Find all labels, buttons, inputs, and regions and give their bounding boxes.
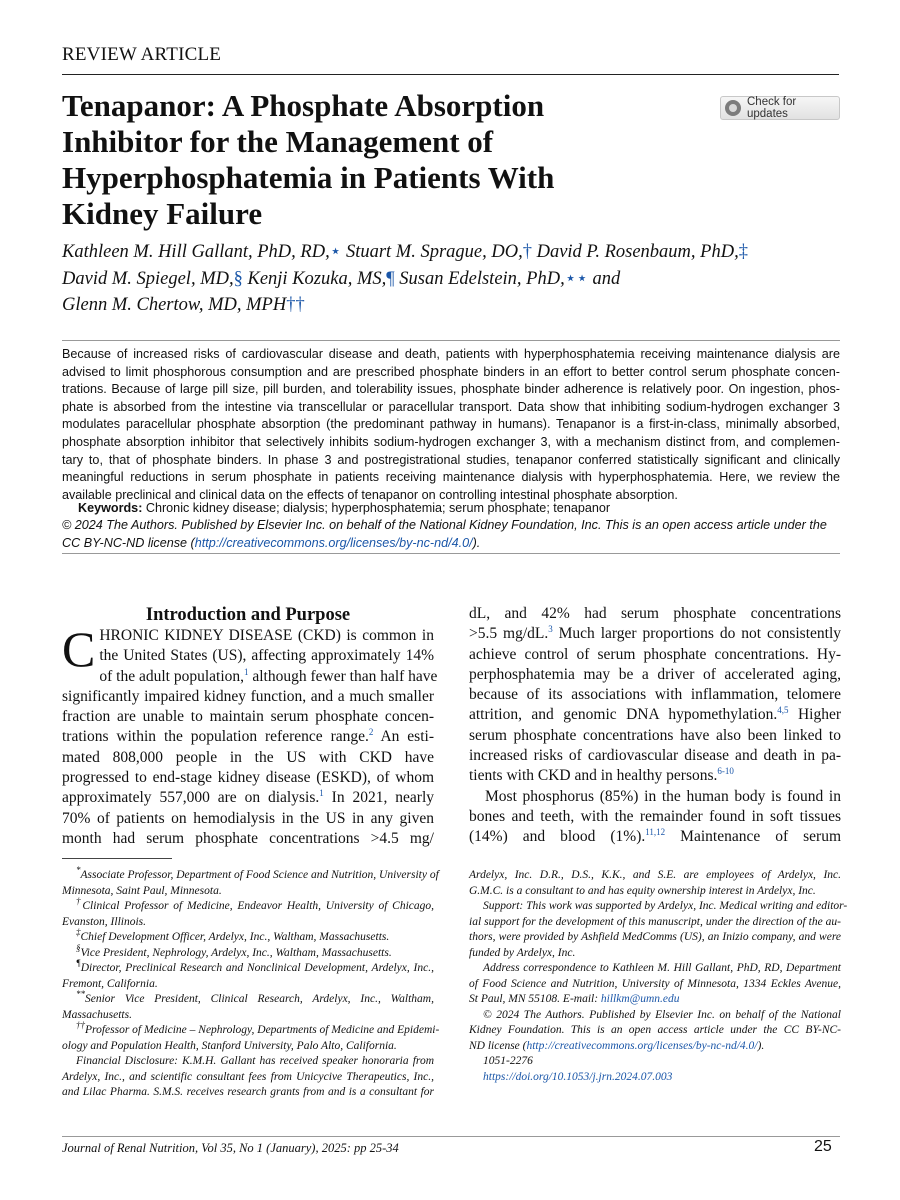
citation-link[interactable]: 6-10 xyxy=(717,766,734,777)
email-link[interactable]: hillkm@umn.edu xyxy=(600,993,680,1005)
footnote-line: Massachusetts. xyxy=(62,1008,132,1021)
page-number: 25 xyxy=(814,1138,832,1155)
abstract-line: meaningful reductions in serum phosphate in patients receiving maintenance dialysis with hyperphosphatemia. Here, we review the xyxy=(62,470,840,485)
affiliation-marker[interactable]: ‡ xyxy=(738,242,748,262)
footnote-line: Evanston, Illinois. xyxy=(62,915,147,928)
footnote-line: ology and Population Health, Stanford University, Palo Alto, California. xyxy=(62,1039,397,1052)
title-line: Hyperphosphatemia in Patients With xyxy=(62,160,555,195)
journal-citation: Journal of Renal Nutrition, Vol 35, No 1 (January), 2025: pp 25-34 xyxy=(62,1141,399,1155)
affiliation-marker[interactable]: †† xyxy=(286,295,305,315)
citation-link[interactable]: 3 xyxy=(548,624,553,635)
abstract-line: modulates paracellular phosphate absorption (the predominant pathway in humans). Tenapanor is a first-in-class, minimally absorbed, xyxy=(62,417,840,432)
author-line xyxy=(62,292,852,319)
body-line: month had serum phosphate concentrations >4.5 mg/ xyxy=(62,829,434,847)
footnote-line: St Paul, MN 55108. E-mail: hillkm@umn.edu xyxy=(469,993,680,1005)
copyright-line xyxy=(62,535,840,553)
citation-link[interactable]: 1 xyxy=(244,666,249,677)
body-line: trations within the population reference range.$^2$ An esti- xyxy=(62,727,434,746)
author-name: Kathleen M. Hill Gallant, PhD, RD, xyxy=(62,242,330,262)
abstract-line: available preclinical and clinical data on the effects of tenapanor on controlling intestinal phosphate absorption. xyxy=(62,487,678,502)
footnote-line: © 2024 The Authors. Published by Elsevier Inc. on behalf of the National xyxy=(483,1008,841,1021)
issn: 1051-2276 xyxy=(483,1055,533,1067)
footnote-line: Address correspondence to Kathleen M. Hill Gallant, PhD, RD, Department xyxy=(483,962,841,974)
body-line: bones and teeth, with the remainder found in soft tissues xyxy=(469,807,841,825)
footnote-line: G.M.C. is a consultant to and has equity ownership interest in Ardelyx, Inc. xyxy=(469,884,816,897)
body-line: HRONIC KIDNEY DISEASE (CKD) is common in xyxy=(99,627,434,644)
abstract-line: phate is absorbed from the intestine via transcellular or paracellular transport. Data show that inhibiting sodium-hydrogen exchanger 3 xyxy=(62,399,840,414)
keywords-list: Chronic kidney disease; dialysis; hyperphosphatemia; serum phosphate; tenapanor xyxy=(142,501,611,515)
keywords xyxy=(78,500,610,518)
footnote-line: **Senior Vice President, Clinical Research, Ardelyx, Inc., Waltham, xyxy=(76,989,434,1005)
abstract xyxy=(62,346,840,504)
body-line: perphosphatemia may be a driver of accelerated aging, xyxy=(469,665,841,683)
footer-rule xyxy=(62,1136,840,1137)
author-name: David M. Spiegel, MD, xyxy=(62,268,234,289)
license-link[interactable]: http://creativecommons.org/licenses/by-nc-nd/4.0/ xyxy=(526,1039,758,1052)
affiliation-marker[interactable]: ⋆ xyxy=(329,242,342,262)
footnote-line: ¶Director, Preclinical Research and Nonclinical Development, Ardelyx, Inc., xyxy=(76,958,434,974)
body-column-right xyxy=(469,604,841,848)
author-name: David P. Rosenbaum, PhD, xyxy=(531,242,739,262)
body-line: progressed to end-stage kidney disease (ESKD), of whom xyxy=(62,769,434,787)
citation-link[interactable]: 1 xyxy=(319,788,324,799)
article-type-label: REVIEW ARTICLE xyxy=(62,44,222,65)
citation-link[interactable]: 4,5 xyxy=(777,705,789,716)
copyright-text: CC BY-NC-ND license ( xyxy=(62,535,195,550)
copyright-notice xyxy=(62,517,840,552)
footnotes-left xyxy=(62,865,440,1101)
body-line: dL, and 42% had serum phosphate concentrations xyxy=(469,605,841,622)
doi-link[interactable]: https://doi.org/10.1053/j.jrn.2024.07.003 xyxy=(483,1070,673,1083)
abstract-line: tary to, that of phosphate binders. In phase 3 and postregistrational studies, tenapanor conferred statistically significant and clinically xyxy=(62,452,840,467)
header-rule xyxy=(62,74,839,75)
author-name: Susan Edelstein, PhD, xyxy=(394,268,565,289)
body-line: increased risks of cardiovascular disease and death in pa- xyxy=(469,747,841,765)
body-line: attrition, and genomic DNA hypomethylation.$^{4,5}$ Higher xyxy=(469,705,841,724)
abstract-line: phosphate absorption inhibitor that selectively inhibits sodium-hydrogen exchanger 3, with a mechanism distinct from, and complemen- xyxy=(62,434,840,449)
title-line: Inhibitor for the Management of xyxy=(62,124,494,159)
author-line xyxy=(62,239,852,266)
body-line: fraction are unable to maintain serum phosphate concen- xyxy=(62,708,434,726)
affiliation-marker[interactable]: † xyxy=(522,242,532,262)
footnote-line: ††Professor of Medicine – Nephrology, Departments of Medicine and Epidemi- xyxy=(76,1020,440,1036)
abstract-line: Because of increased risks of cardiovascular disease and death, patients with hyperphosphatemia receiving maintenance dialysis are xyxy=(62,347,840,361)
footnote-line: ial support for the development of this manuscript, under the direction of the au- xyxy=(469,915,841,928)
footnote-line: †Clinical Professor of Medicine, Endeavor Health, University of Chicago, xyxy=(76,896,434,912)
footnote-line: and Lilac Pharma. S.M.S. receives research grants from and is a consultant for xyxy=(62,1086,434,1098)
body-line: (14%) and blood (1%).$^{11,12}$ Maintenance of serum xyxy=(469,827,841,846)
footnote-line: *Associate Professor, Department of Food Science and Nutrition, University of xyxy=(76,865,439,881)
affiliation-marker[interactable]: § xyxy=(233,268,243,289)
body-line: because of its associations with inflammation, telomere xyxy=(469,686,841,704)
footnote-line: Support: This work was supported by Ardelyx, Inc. Medical writing and editor- xyxy=(483,900,848,912)
affiliation-marker[interactable]: ⋆⋆ xyxy=(564,268,588,289)
footnote-line: Minnesota, Saint Paul, Minnesota. xyxy=(62,884,222,897)
footnote-line: funded by Ardelyx, Inc. xyxy=(469,946,576,959)
footnote-line: of Food Science and Nutrition, University of Minnesota, 1334 Eckles Avenue, xyxy=(469,977,841,990)
footnotes-right xyxy=(469,868,848,1085)
title-line: Tenapanor: A Phosphate Absorption xyxy=(62,88,545,123)
footnote-line: Kidney Foundation. This is an open access article under the CC BY-NC- xyxy=(469,1024,841,1036)
license-link[interactable]: http://creativecommons.org/licenses/by-nc-nd/4.0/ xyxy=(194,535,473,550)
abstract-line: advised to limit phosphorous consumption and are prescribed phosphate binders in an effort to better control serum phosphate concen- xyxy=(62,364,840,379)
footnote-line: ND license (http://creativecommons.org/licenses/by-nc-nd/4.0/). xyxy=(469,1039,765,1052)
section-heading: Introduction and Purpose xyxy=(145,605,351,625)
abstract-line: trations. Because of large pill size, pill burden, and tolerability issues, phosphate binder adherence is relatively poor. On ingestion, phos- xyxy=(62,382,840,397)
footnote-line: ‡Chief Development Officer, Ardelyx, Inc., Waltham, Massachusetts. xyxy=(76,927,390,943)
footnote-line: Fremont, California. xyxy=(62,977,158,990)
keywords-label: Keywords: xyxy=(78,501,143,515)
footnote-line: thors, were provided by Ashfield MedComms (US), an Inizio company, and were xyxy=(469,931,841,943)
body-line: approximately 557,000 are on dialysis.$^1$ In 2021, nearly xyxy=(62,788,435,807)
citation-link[interactable]: 2 xyxy=(368,727,374,738)
copyright-text: ). xyxy=(472,535,481,550)
body-line: tients with CKD and in healthy persons.$^{6-10}$ xyxy=(469,766,734,785)
body-line: significantly impaired kidney function, and a much smaller xyxy=(62,687,434,705)
body-line: serum phosphate concentrations have also been linked to xyxy=(469,726,841,744)
check-updates-label: Check for updates xyxy=(747,96,797,120)
footnote-line: Financial Disclosure: K.M.H. Gallant has received speaker honoraria from xyxy=(76,1055,434,1067)
article-title xyxy=(62,88,702,232)
footnote-rule xyxy=(62,858,172,859)
author-name: Stuart M. Sprague, DO, xyxy=(341,242,523,262)
check-for-updates-button[interactable] xyxy=(720,96,840,120)
copyright-line: © 2024 The Authors. Published by Elsevier Inc. on behalf of the National Kidney Foundation, Inc. This is an open access article under the xyxy=(62,518,827,532)
check-updates-icon xyxy=(725,100,741,116)
author-conjunction: and xyxy=(587,268,621,289)
footnote-line: Ardelyx, Inc. D.R., D.S., K.K., and S.E. are employees of Ardelyx, Inc. xyxy=(469,869,841,881)
body-line: of the adult population,$^1$ although fewer than half have xyxy=(99,666,438,685)
title-line: Kidney Failure xyxy=(62,196,263,231)
body-line: achieve control of serum phosphate concentrations. Hy- xyxy=(469,645,841,663)
citation-link[interactable]: 11,12 xyxy=(645,827,666,838)
footnote-line: Ardelyx, Inc., and scientific consultant fees from Unicycive Therapeutics, Inc., xyxy=(62,1070,434,1083)
body-line: Most phosphorus (85%) in the human body is found in xyxy=(485,787,841,805)
author-line xyxy=(62,266,852,293)
body-line: >5.5 mg/dL.$^3$ Much larger proportions do not consistently xyxy=(469,624,842,643)
author-name: Glenn M. Chertow, MD, MPH xyxy=(62,295,287,315)
author-name: Kenji Kozuka, MS, xyxy=(242,268,387,289)
body-line: mated 808,000 people in the US with CKD have xyxy=(62,748,434,766)
author-list xyxy=(62,239,852,319)
body-line: 70% of patients on hemodialysis in the US in any given xyxy=(62,809,434,827)
affiliation-marker[interactable]: ¶ xyxy=(386,268,395,289)
body-column-left xyxy=(62,604,438,849)
drop-cap: C xyxy=(62,621,96,677)
body-line: the United States (US), affecting approximately 14% xyxy=(99,647,434,665)
footnote-line: §Vice President, Nephrology, Ardelyx, Inc., Waltham, Massachusetts. xyxy=(76,942,392,959)
